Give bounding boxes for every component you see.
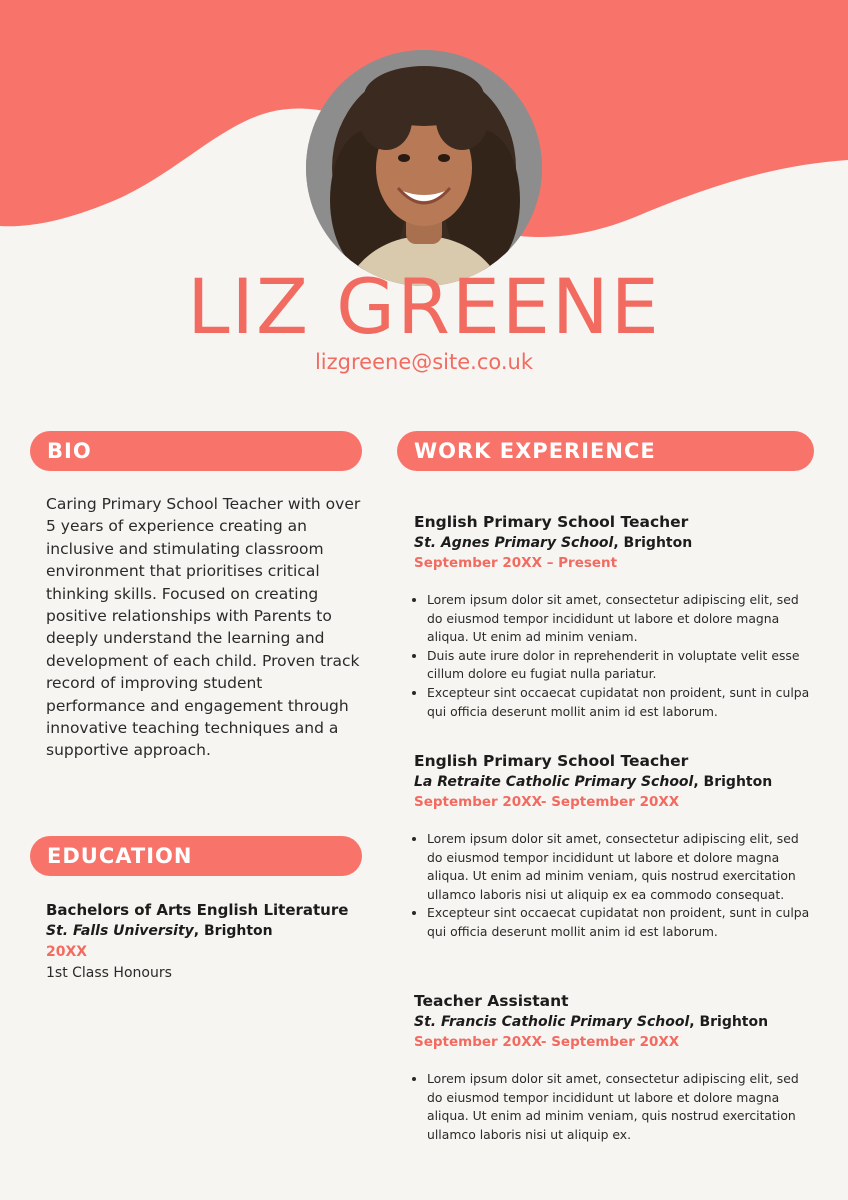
- profile-photo: [306, 50, 542, 286]
- job-bullets: [414, 591, 814, 721]
- job-location: , Brighton: [689, 1014, 769, 1030]
- portrait-icon: [306, 50, 542, 286]
- job-dates: September 20XX – Present: [414, 555, 618, 571]
- job-location: , Brighton: [693, 774, 773, 790]
- education-school: St. Falls University: [46, 923, 194, 939]
- job-school: St. Francis Catholic Primary School: [414, 1014, 690, 1030]
- education-location: , Brighton: [193, 923, 273, 939]
- bio-heading: BIO: [30, 431, 362, 471]
- job-dates: September 20XX- September 20XX: [414, 794, 680, 810]
- job-bullet: • Lorem ipsum dolor sit amet, consectetur adipiscing elit, sed do eiusmod tempor incididunt ut labore et dolore magna aliqua. Ut enim ad minim veniam.: [427, 591, 814, 647]
- bio-text: Caring Primary School Teacher with over 5 years of experience creating an inclusive and stimulating classroom environment that prioritises critical thinking skills. Focused on creating positive relationships with Parents to deeply understand the learning and development of each child. Proven track record of improving student performance and engagement through innovative teaching techniques and a supportive approach.: [46, 495, 361, 760]
- job-dates: September 20XX- September 20XX: [414, 1034, 680, 1050]
- job-bullets: [414, 1070, 814, 1144]
- education-year: 20XX: [46, 944, 88, 960]
- education-heading: EDUCATION: [30, 836, 362, 876]
- job-entry: [414, 751, 814, 942]
- job-title: English Primary School Teacher: [414, 752, 689, 770]
- job-school-line: [414, 1012, 814, 1032]
- job-bullet: • Lorem ipsum dolor sit amet, consectetur adipiscing elit, sed do eiusmod tempor incididunt ut labore et dolore magna aliqua. Ut enim ad minim veniam, quis nostrud exercitation ullamco laboris nisi ut aliquip ex ea commodo consequat.: [427, 830, 814, 904]
- job-bullet: • Excepteur sint occaecat cupidatat non proident, sunt in culpa qui officia deserunt mollit anim id est laborum.: [427, 684, 814, 721]
- work-experience-heading: WORK EXPERIENCE: [397, 431, 814, 471]
- education-entry: [46, 900, 366, 984]
- job-bullets: [414, 830, 814, 942]
- job-school: St. Agnes Primary School: [414, 535, 614, 551]
- job-bullet: • Excepteur sint occaecat cupidatat non proident, sunt in culpa qui officia deserunt mollit anim id est laborum.: [427, 904, 814, 941]
- job-entry: [414, 512, 814, 721]
- job-bullet: • Duis aute irure dolor in reprehenderit in voluptate velit esse cillum dolore eu fugiat nulla pariatur.: [427, 647, 814, 684]
- job-entry: [414, 991, 814, 1144]
- candidate-name: LIZ GREENE: [187, 262, 661, 351]
- job-title: Teacher Assistant: [414, 992, 569, 1010]
- job-school-line: [414, 533, 814, 553]
- job-title: English Primary School Teacher: [414, 513, 689, 531]
- job-school: La Retraite Catholic Primary School: [414, 774, 694, 790]
- education-honours: 1st Class Honours: [46, 965, 172, 981]
- candidate-email[interactable]: lizgreene@site.co.uk: [314, 350, 534, 374]
- job-school-line: [414, 772, 814, 792]
- job-location: , Brighton: [613, 535, 693, 551]
- education-school-line: [46, 921, 366, 942]
- education-degree: Bachelors of Arts English Literature: [46, 901, 349, 919]
- job-bullet: • Lorem ipsum dolor sit amet, consectetur adipiscing elit, sed do eiusmod tempor incididunt ut labore et dolore magna aliqua. Ut enim ad minim veniam, quis nostrud exercitation ullamco laboris nisi ut aliquip ex.: [427, 1070, 814, 1144]
